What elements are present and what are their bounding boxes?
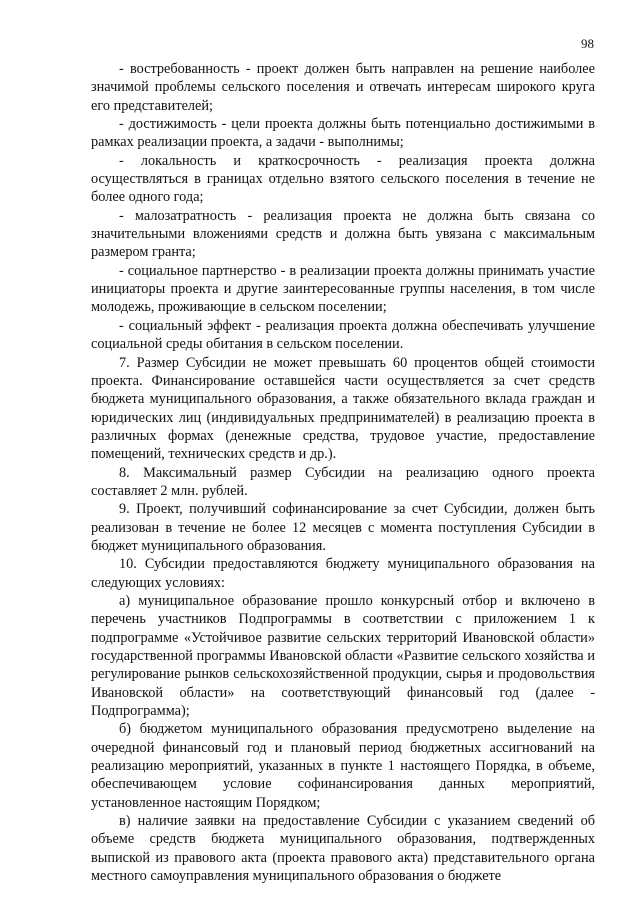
clause-10: 10. Субсидии предоставляются бюджету муниципального образования на следующих условиях: <box>91 556 595 591</box>
paragraph-demand: - востребованность - проект должен быть направлен на решение наиболее значимой проблемы сельского поселения и отвечать интересам широкого круга его представителей; <box>91 61 595 114</box>
paragraph-social-partnership: - социальное партнерство - в реализации проекта должны принимать участие инициаторы проекта и другие заинтересованные группы населения, в том числе молодежь, проживающие в сельском поселении; <box>91 262 595 316</box>
paragraph-achievability: - достижимость - цели проекта должны быть потенциально достижимыми в рамках реализации проекта, а задачи - выполнимы; <box>91 116 595 151</box>
clause-9: 9. Проект, получивший софинансирование за счет Субсидии, должен быть реализован в течение не более 12 месяцев с момента поступления Субсидии в бюджет муниципального образования. <box>91 501 595 554</box>
paragraph-locality: - локальность и краткосрочность - реализация проекта должна осуществляться в границах отдельно взятого сельского поселения в течение не более одного года; <box>91 152 595 206</box>
clause-10-c: в) наличие заявки на предоставление Субсидии с указанием сведений об объеме средств бюджета муниципального образования, подтвержденных выпиской из правового акта (проекта правового акта) представительного органа местного самоуправления муниципального образования о бюджете <box>91 813 595 885</box>
clause-7: 7. Размер Субсидии не может превышать 60 процентов общей стоимости проекта. Финансирование оставшейся части осуществляется за счет средств бюджета муниципального образования, а также обязательного вклада граждан и юридических лиц (индивидуальных предпринимателей) в реализацию проекта в различных формах (денежные средства, трудовое участие, предоставление помещений, технических средств и др.). <box>91 354 595 463</box>
clause-8: 8. Максимальный размер Субсидии на реализацию одного проекта составляет 2 млн. рублей. <box>91 464 595 499</box>
paragraph-low-cost: - малозатратность - реализация проекта не должна быть связана со значительными вложениями средств и должна быть увязана с максимальным размером гранта; <box>91 207 595 261</box>
clause-10-b: б) бюджетом муниципального образования предусмотрено выделение на очередной финансовый год и плановый период бюджетных ассигнований на реализацию мероприятий, указанных в пункте 1 настоящего Порядка, в объеме, обеспечивающем условие софинансирования данных мероприятий, установленное настоящим Порядком; <box>91 721 595 811</box>
page-number: 98 <box>581 36 594 51</box>
paragraph-social-effect: - социальный эффект - реализация проекта должна обеспечивать улучшение социальной среды обитания в сельском поселении. <box>91 317 595 353</box>
document-body <box>91 60 595 885</box>
clause-10-a: а) муниципальное образование прошло конкурсный отбор и включено в перечень участников Подпрограммы в соответствии с приложением 1 к подпрограмме «Устойчивое развитие сельских территорий Ивановской области» государственной программы Ивановской области «Развитие сельского хозяйства и регулирование рынков сельскохозяйственной продукции, сырья и продовольствия Ивановской области» на соответствующий финансовый год (далее - Подпрограмма); <box>91 592 595 720</box>
